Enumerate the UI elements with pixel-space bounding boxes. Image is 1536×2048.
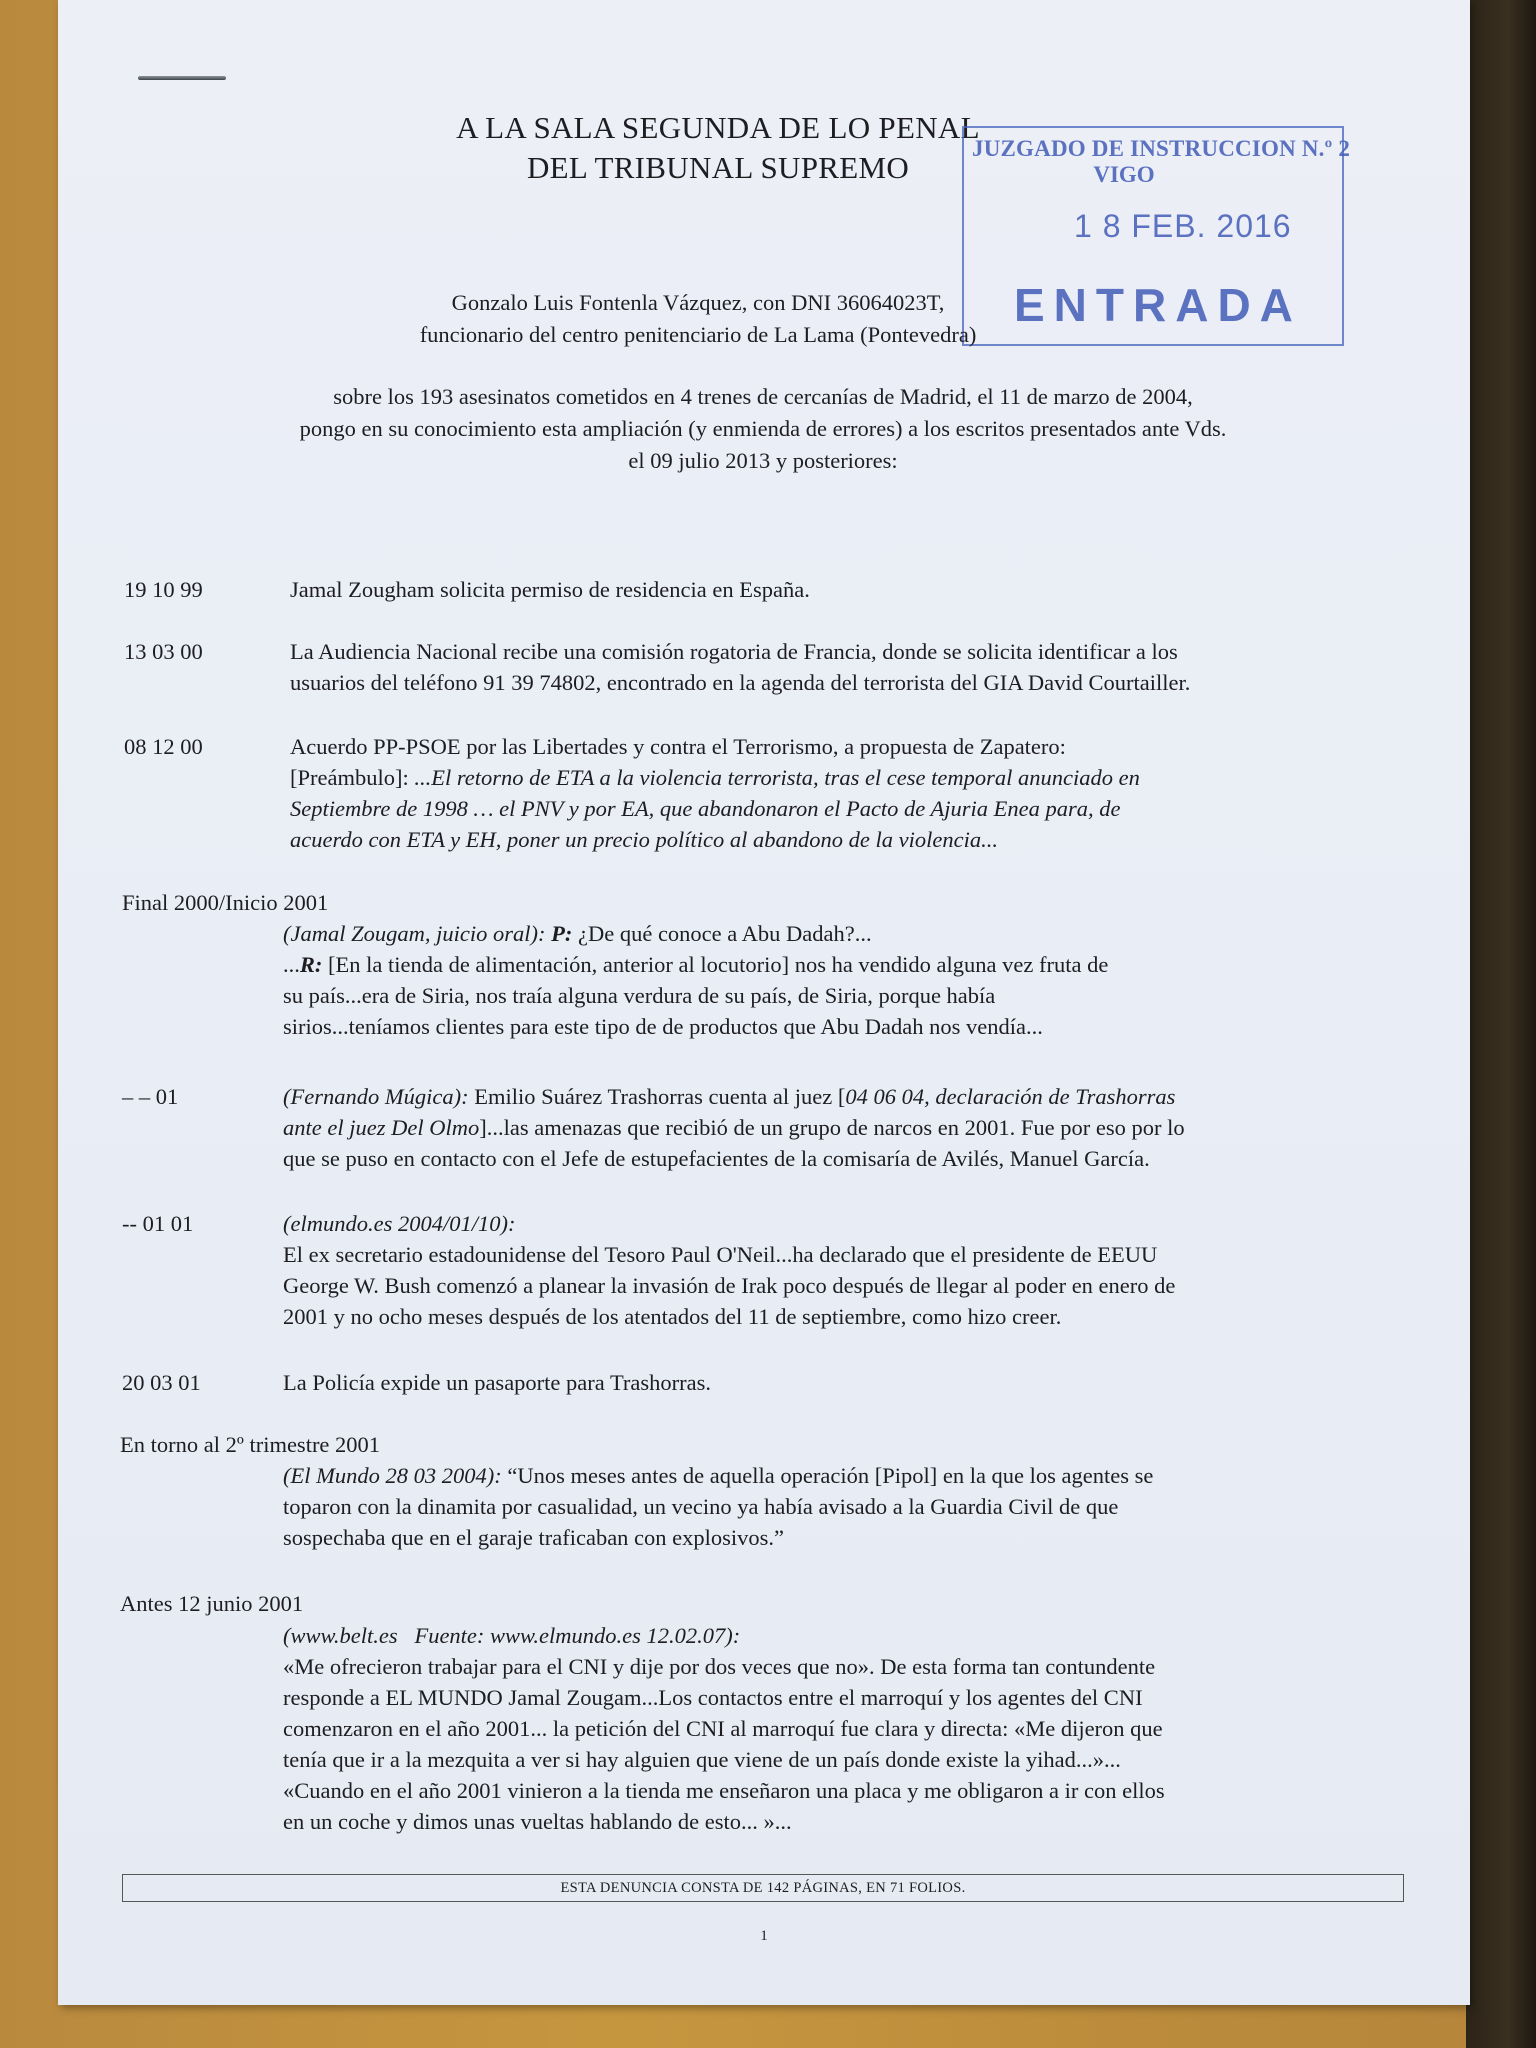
entry-line: Jamal Zougham solicita permiso de residencia en España. [290,577,810,602]
stamp-city: VIGO [1093,162,1155,187]
entry-text [283,1081,1353,1174]
stamp-date: 1 8 FEB. 2016 [1074,208,1292,244]
entry-line: tenía que ir a la mezquita a ver si hay alguien que viene de un país donde existe la yihad...»... [283,1747,1121,1772]
entry-line: sirios...teníamos clientes para este tipo de de productos que Abu Dadah nos vendía... [283,1014,1043,1039]
intro-line-1: sobre los 193 asesinatos cometidos en 4 trenes de cercanías de Madrid, el 11 de marzo de 2004, [333,384,1193,409]
entry-line [283,918,1353,949]
entry-source: (Fernando Múgica): [283,1084,469,1109]
entry-date: 08 12 00 [124,734,203,759]
intro-line-3: el 09 julio 2013 y posteriores: [628,448,898,473]
entry-line: «Me ofrecieron trabajar para el CNI y dije por dos veces que no». De esta forma tan contundente [283,1654,1156,1679]
entry-line: usuarios del teléfono 91 39 74802, encontrado en la agenda del terrorista del GIA David Courtailler. [290,670,1191,695]
entry-line: George W. Bush comenzó a planear la invasión de Irak poco después de llegar al poder en enero de [283,1273,1176,1298]
entry-line: comenzaron en el año 2001... la petición del CNI al marroquí fue clara y directa: «Me dijeron que [283,1716,1163,1741]
entry-line: La Audiencia Nacional recibe una comisión rogatoria de Francia, donde se solicita identificar a los [290,639,1178,664]
entry-italic-span: 04 06 04, declaración de Trashorras [845,1084,1176,1109]
entry-line: La Policía expide un pasaporte para Trashorras. [283,1370,712,1395]
entry-line: que se puso en contacto con el Jefe de estupefacientes de la comisaría de Avilés, Manuel García. [283,1146,1150,1171]
entry-line: El ex secretario estadounidense del Tesoro Paul O'Neil...ha declarado que el presidente de EEUU [283,1242,1158,1267]
entry-source: (elmundo.es 2004/01/10): [283,1211,516,1236]
entry-date: – – 01 [122,1084,179,1109]
answer-prefix: ... [283,952,300,977]
entry-date: Final 2000/Inicio 2001 [122,890,329,915]
entry-source: (Jamal Zougam, juicio oral): [283,921,552,946]
entry-line: toparon con la dinamita por casualidad, un vecino ya había avisado a la Guardia Civil de que [283,1494,1119,1519]
document-title [378,108,1058,188]
entry-line: «Cuando en el año 2001 vinieron a la tienda me enseñaron una placa y me obligaron a ir con ellos [283,1778,1165,1803]
entry-line [283,1460,1353,1491]
entry-line: Acuerdo PP-PSOE por las Libertades y contra el Terrorismo, a propuesta de Zapatero: [290,734,1066,759]
entry-line: en un coche y dimos unas vueltas hablando de esto... »... [283,1809,792,1834]
entry-line [283,1620,1353,1651]
entry-text [283,1367,1353,1398]
entry-text [283,918,1353,1042]
entry-text-span: Emilio Suárez Trashorras cuenta al juez [ [468,1084,846,1109]
author-line-2: funcionario del centro penitenciario de La Lama (Pontevedra) [419,322,977,347]
entry-line [283,949,1353,980]
stamp-entry-label: ENTRADA [1014,279,1302,331]
entry-line: sospechaba que en el garaje traficaban con explosivos.” [283,1525,785,1550]
author-block [298,287,1098,351]
question-text: ¿De qué conoce a Abu Dadah?... [572,921,872,946]
answer-text: [En la tienda de alimentación, anterior al locutorio] nos ha vendido alguna vez fruta de [322,952,1109,977]
entry-date: En torno al 2º trimestre 2001 [120,1432,381,1457]
preamble-quote: Septiembre de 1998 … el PNV y por EA, que abandonaron el Pacto de Ajuria Enea para, de [290,796,1121,821]
entry-date: 19 10 99 [124,577,203,602]
title-line-1: A LA SALA SEGUNDA DE LO PENAL [456,110,980,145]
entry-text [283,1460,1353,1553]
preamble-quote: ...El retorno de ETA a la violencia terrorista, tras el cese temporal anunciado en [414,765,1140,790]
entry-text-span: “Unos meses antes de aquella operación [Pipol] en la que los agentes se [501,1463,1154,1488]
staple [138,76,226,80]
entry-date: 20 03 01 [122,1370,201,1395]
document-page [58,0,1470,2005]
answer-label: R: [299,952,323,977]
preamble-quote: acuerdo con ETA y EH, poner un precio político al abandono de la violencia... [290,827,998,852]
entry-line [283,1208,1353,1239]
entry-line [290,824,1360,855]
entry-text [283,1208,1353,1332]
title-line-2: DEL TRIBUNAL SUPREMO [526,150,910,185]
entry-line [283,1112,1353,1143]
entry-text [290,636,1360,698]
entry-source: (www.belt.es Fuente: www.elmundo.es 12.02.07): [283,1623,741,1648]
entry-line: responde a EL MUNDO Jamal Zougam...Los contactos entre el marroquí y los agentes del CNI [283,1685,1143,1710]
table-background [1466,0,1536,2048]
entry-text [283,1620,1353,1837]
entry-date: Antes 12 junio 2001 [120,1591,304,1616]
page-count-notice: ESTA DENUNCIA CONSTA DE 142 PÁGINAS, EN 71 FOLIOS. [122,1874,1404,1902]
entry-date: 13 03 00 [124,639,203,664]
intro-line-2: pongo en su conocimiento esta ampliación (y enmienda de errores) a los escritos presentados ante Vds. [299,416,1227,441]
entry-line [290,762,1360,793]
page-number: 1 [760,1928,768,1944]
entry-text [290,731,1360,855]
entry-line [283,1081,1353,1112]
preamble-label: [Preámbulo]: [290,765,415,790]
entry-date: -- 01 01 [122,1211,194,1236]
entry-source: (El Mundo 28 03 2004): [283,1463,502,1488]
entry-italic-span: ante el juez Del Olmo [283,1115,480,1140]
stamp-court-name: JUZGADO DE INSTRUCCION N.º 2 [972,136,1351,161]
entry-text-span: ]...las amenazas que recibió de un grupo de narcos en 2001. Fue por eso por lo [479,1115,1185,1140]
entry-line [290,793,1360,824]
entry-line: su país...era de Siria, nos traía alguna verdura de su país, de Siria, porque había [283,983,996,1008]
author-line-1: Gonzalo Luis Fontenla Vázquez, con DNI 36064023T, [451,290,945,315]
entry-text [290,574,1360,605]
question-label: P: [551,921,573,946]
entry-line: 2001 y no ocho meses después de los atentados del 11 de septiembre, como hizo creer. [283,1304,1062,1329]
intro-paragraph [138,381,1388,477]
